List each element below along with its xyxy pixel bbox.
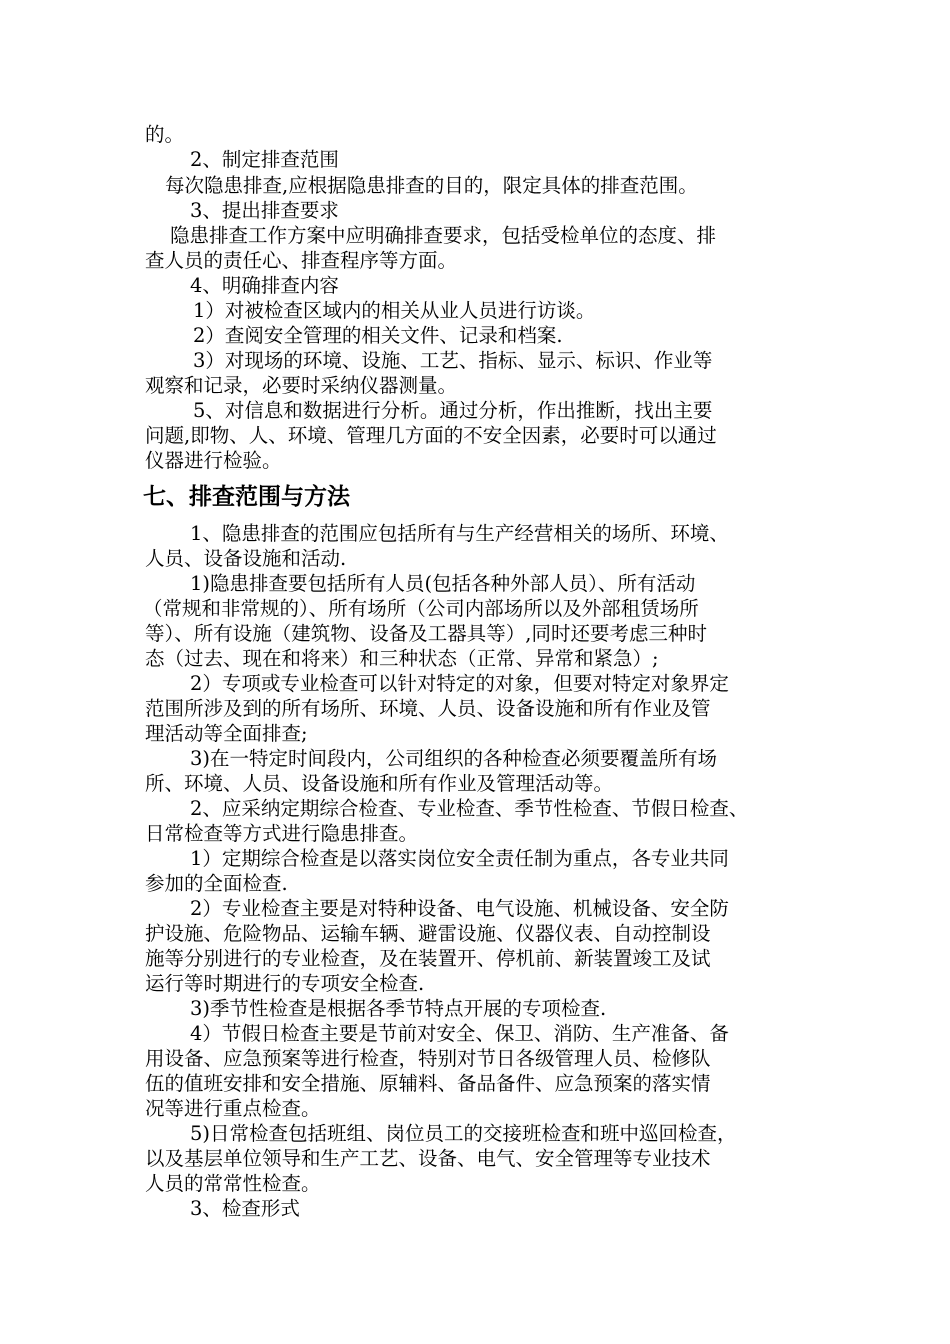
item-heading: 2、制定排查范围 [190, 148, 339, 171]
paragraph-line: 伍的值班安排和安全措施、原辅料、备品备件、应急预案的落实情 [145, 1072, 711, 1095]
paragraph-line: 的。 [145, 123, 185, 146]
paragraph-line: 3)在一特定时间段内，公司组织的各种检查必须要覆盖所有场 [190, 747, 718, 770]
paragraph-line: 等）、所有设施（建筑物、设备及工器具等）,同时还要考虑三种时 [145, 622, 707, 645]
list-item: 2）查阅安全管理的相关文件、记录和档案. [193, 324, 563, 347]
paragraph-line: 2）专项或专业检查可以针对特定的对象，但要对特定对象界定 [190, 672, 729, 695]
paragraph-line: 问题,即物、人、环境、管理几方面的不安全因素，必要时可以通过 [145, 424, 717, 447]
paragraph-line: 3)季节性检查是根据各季节特点开展的专项检查. [190, 997, 607, 1020]
item-heading: 4、明确排查内容 [190, 274, 339, 297]
paragraph-line: 隐患排查工作方案中应明确排查要求，包括受检单位的态度、排 [170, 224, 717, 247]
paragraph-line: 所、环境、人员、设备设施和所有作业及管理活动等。 [145, 772, 614, 795]
paragraph-line: 1、隐患排查的范围应包括所有与生产经营相关的场所、环境、 [190, 522, 729, 545]
paragraph-line: 况等进行重点检查。 [145, 1097, 321, 1120]
paragraph-line: 观察和记录，必要时采纳仪器测量。 [145, 374, 458, 397]
paragraph-line: 2、应采纳定期综合检查、专业检查、季节性检查、节假日检查、 [190, 797, 749, 820]
section-heading: 七、排查范围与方法 [143, 484, 350, 510]
item-heading: 3、提出排查要求 [190, 199, 339, 222]
paragraph-line: 以及基层单位领导和生产工艺、设备、电气、安全管理等专业技术 [145, 1147, 711, 1170]
paragraph-line: 人员的常常性检查。 [145, 1172, 321, 1195]
paragraph-line: 参加的全面检查. [145, 872, 288, 895]
paragraph-line: 范围所涉及到的所有场所、环境、人员、设备设施和所有作业及管 [145, 697, 711, 720]
paragraph-line: 理活动等全面排查; [145, 722, 308, 745]
paragraph-line: 1)隐患排查要包括所有人员(包括各种外部人员）、所有活动 [190, 572, 696, 595]
paragraph-line: 施等分别进行的专业检查，及在装置开、停机前、新装置竣工及试 [145, 947, 711, 970]
paragraph-line: 查人员的责任心、排查程序等方面。 [145, 249, 458, 272]
paragraph-line: 态（过去、现在和将来）和三种状态（正常、异常和紧急）; [145, 647, 659, 670]
paragraph-line: 运行等时期进行的专项安全检查. [145, 972, 425, 995]
paragraph-line: 5)日常检查包括班组、岗位员工的交接班检查和班中巡回检查， [190, 1122, 737, 1145]
paragraph-line: 护设施、危险物品、运输车辆、避雷设施、仪器仪表、自动控制设 [145, 922, 711, 945]
item-heading: 3、检查形式 [190, 1197, 300, 1220]
paragraph-line: 1）定期综合检查是以落实岗位安全责任制为重点，各专业共同 [190, 847, 729, 870]
paragraph-line: 人员、设备设施和活动. [145, 547, 347, 570]
paragraph-line: 日常检查等方式进行隐患排查。 [145, 822, 419, 845]
paragraph-line: 5、对信息和数据进行分析。通过分析，作出推断，找出主要 [193, 399, 713, 422]
paragraph-line: （常规和非常规的）、所有场所（公司内部场所以及外部租赁场所 [143, 597, 699, 620]
paragraph-line: 4）节假日检查主要是节前对安全、保卫、消防、生产准备、备 [190, 1022, 729, 1045]
list-item: 3）对现场的环境、设施、工艺、指标、显示、标识、作业等 [193, 349, 713, 372]
paragraph-line: 用设备、应急预案等进行检查，特别对节日各级管理人员、检修队 [145, 1047, 711, 1070]
list-item: 1）对被检查区域内的相关从业人员进行访谈。 [193, 299, 596, 322]
paragraph-line: 仪器进行检验。 [145, 449, 282, 472]
paragraph-line: 2）专业检查主要是对特种设备、电气设施、机械设备、安全防 [190, 897, 729, 920]
paragraph-line: 每次隐患排查,应根据隐患排查的目的，限定具体的排查范围。 [165, 174, 698, 197]
